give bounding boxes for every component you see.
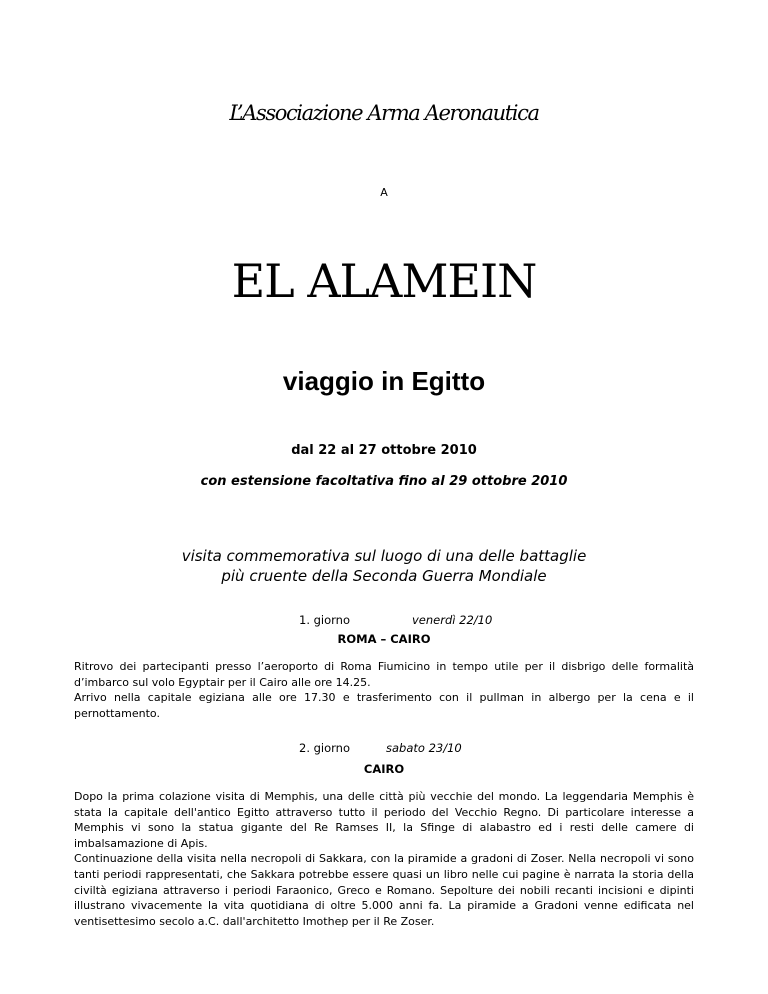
preposition-a: A — [380, 186, 388, 199]
day-1-number: 1. giorno — [299, 613, 351, 627]
destination-title: EL ALAMEIN — [231, 254, 537, 308]
day-2-description — [74, 789, 694, 929]
day-1-paragraph: Arrivo nella capitale egiziana alle ore 17.30 e trasferimento con il pullman in albergo per la cena e il pernottamento. — [74, 691, 694, 720]
trip-subtitle: viaggio in Egitto — [282, 366, 486, 396]
trip-extension: con estensione facoltativa fino al 29 ottobre 2010 — [200, 474, 568, 489]
trip-dates: dal 22 al 27 ottobre 2010 — [291, 443, 477, 458]
visit-description — [0, 546, 768, 586]
visit-line-1: visita commemorativa sul luogo di una delle battaglie — [181, 547, 587, 565]
day-1-date: venerdì 22/10 — [412, 613, 493, 627]
visit-line-2: più cruente della Seconda Guerra Mondiale — [221, 567, 547, 585]
day-1-description — [74, 659, 694, 721]
day-1-title: ROMA – CAIRO — [337, 632, 431, 646]
day-2-date: sabato 23/10 — [386, 741, 462, 755]
day-2-number: 2. giorno — [299, 741, 351, 755]
day-2-title: CAIRO — [363, 762, 405, 776]
day-2-paragraph: Continuazione della visita nella necropoli di Sakkara, con la piramide a gradoni di Zoser. Nella necropoli vi sono tanti periodi rappresentati, che Sakkara potrebbe essere quasi un libro nelle cui pagine è narrata la storia della civiltà egiziana attraverso i periodi Faraonico, Greco e Romano. Sepolture dei nobili recanti incisioni e dipinti illustrano vivacemente la vita quotidiana di oltre 5.000 anni fa. La piramide a Gradoni venne edificata nel ventisettesimo secolo a.C. dall'architetto Imothep per il Re Zoser. — [74, 852, 694, 928]
association-name: L’Associazione Arma Aeronautica — [229, 101, 539, 125]
day-2-paragraph: Dopo la prima colazione visita di Memphis, una delle città più vecchie del mondo. La leggendaria Memphis è stata la capitale dell'antico Egitto attraverso tutto il periodo del Vecchio Regno. Di particolare interesse a Memphis vi sono la statua gigante del Re Ramses II, la Sfinge di alabastro ed i resti delle camere di imbalsamazione di Apis. — [74, 790, 694, 850]
day-1-paragraph: Ritrovo dei partecipanti presso l’aeroporto di Roma Fiumicino in tempo utile per il disbrigo delle formalità d’imbarco sul volo Egyptair per il Cairo alle ore 14.25. — [74, 660, 694, 689]
